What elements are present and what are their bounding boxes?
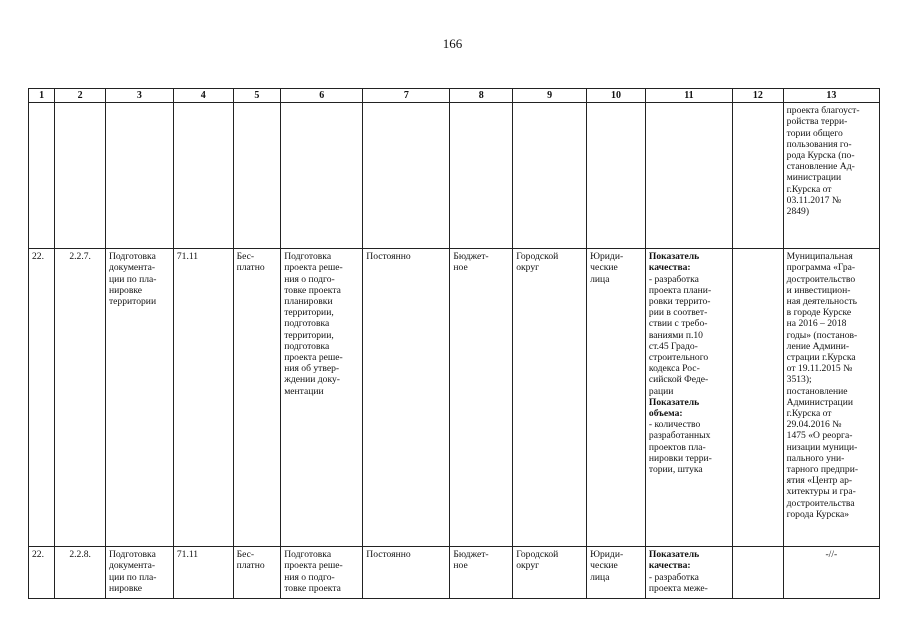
authority-cell: Городской округ (513, 547, 587, 599)
table-cell (733, 103, 784, 249)
consumers-cell: Юриди- ческие лица (587, 249, 646, 547)
table-row (29, 249, 880, 547)
column-header: 9 (513, 89, 587, 103)
table-cell (645, 103, 732, 249)
volume-indicator-text: - количество разработанных проектов пла- нировки терри- тории, штука (648, 419, 712, 476)
institution-type-cell: Бюджет- ное (450, 547, 513, 599)
payment-cell: Бес- платно (233, 249, 281, 547)
column-header: 3 (105, 89, 173, 103)
column-header: 7 (363, 89, 450, 103)
condition-cell: Постоянно (363, 547, 450, 599)
quality-indicator-text: - разработка проекта меже- (648, 571, 708, 594)
service-code-cell: 2.2.7. (55, 249, 106, 547)
page-number: 166 (442, 36, 463, 51)
table-cell (733, 249, 784, 547)
volume-indicator-label: Показатель объема: (648, 396, 700, 420)
quality-indicator-text: - разработка проекта плани- ровки террито- рии в соответ- ствии с требо- ваниями п.10 ст.45 Градо- строительного кодекса Рос- сийской Феде- рации (648, 273, 712, 397)
table-cell (233, 103, 281, 249)
okved-code-cell: 71.11 (173, 249, 233, 547)
content-cell: Подготовка проекта реше- ния о подго- товке проекта планировки территории, подготовка территории, подготовка проекта реше- ния об утвер- ждении доку- ментации (281, 249, 363, 547)
quality-indicator-label: Показатель качества: (648, 251, 700, 274)
table-cell (450, 103, 513, 249)
column-header: 12 (733, 89, 784, 103)
indicators-cell (645, 547, 732, 599)
institution-type-cell: Бюджет- ное (450, 249, 513, 547)
column-header: 6 (281, 89, 363, 103)
table-cell (105, 103, 173, 249)
table-cell (281, 103, 363, 249)
table-row-continuation (29, 103, 880, 249)
consumers-cell: Юриди- ческие лица (587, 547, 646, 599)
row-number-cell: 22. (29, 547, 55, 599)
column-header: 11 (645, 89, 732, 103)
table-cell (363, 103, 450, 249)
column-header: 4 (173, 89, 233, 103)
table-cell (513, 103, 587, 249)
indicators-cell (645, 249, 732, 547)
table-cell (733, 547, 784, 599)
service-name-cell: Подготовка документа- ции по пла- нировке территории (105, 249, 173, 547)
authority-cell: Городской округ (513, 249, 587, 547)
header-row (29, 89, 880, 103)
quality-indicator-label: Показатель качества: (648, 549, 700, 572)
table-row (29, 547, 880, 599)
row-number-cell: 22. (29, 249, 55, 547)
services-registry-table (28, 88, 880, 599)
column-header: 10 (587, 89, 646, 103)
column-header: 13 (783, 89, 879, 103)
column-header: 5 (233, 89, 281, 103)
legal-basis-cell: проекта благоуст- ройства терри- тории общего пользования го- рода Курска (по- становление Ад- министрации г.Курска от 03.11.2017 № 2849) (783, 103, 879, 249)
service-name-cell: Подготовка документа- ции по пла- нировке (105, 547, 173, 599)
table-cell (55, 103, 106, 249)
column-header: 1 (29, 89, 55, 103)
table-cell (587, 103, 646, 249)
condition-cell: Постоянно (363, 249, 450, 547)
column-header: 2 (55, 89, 106, 103)
service-code-cell: 2.2.8. (55, 547, 106, 599)
legal-basis-cell: Муниципальная программа «Гра- достроительство и инвестицион- ная деятельность в городе Курске на 2016 – 2018 годы» (постанов- ление Админи- страции г.Курска от 19.11.2015 № 3513); постановление Администрации г.Курска от 29.04.2016 № 1475 «О реорга- низации муници- пального уни- тарного предпри- ятия «Центр ар- хитектуры и гра- достроительства города Курска» (783, 249, 879, 547)
table-cell (29, 103, 55, 249)
payment-cell: Бес- платно (233, 547, 281, 599)
table-cell (173, 103, 233, 249)
column-header: 8 (450, 89, 513, 103)
legal-basis-cell: -//- (783, 547, 879, 599)
content-cell: Подготовка проекта реше- ния о подго- товке проекта (281, 547, 363, 599)
okved-code-cell: 71.11 (173, 547, 233, 599)
